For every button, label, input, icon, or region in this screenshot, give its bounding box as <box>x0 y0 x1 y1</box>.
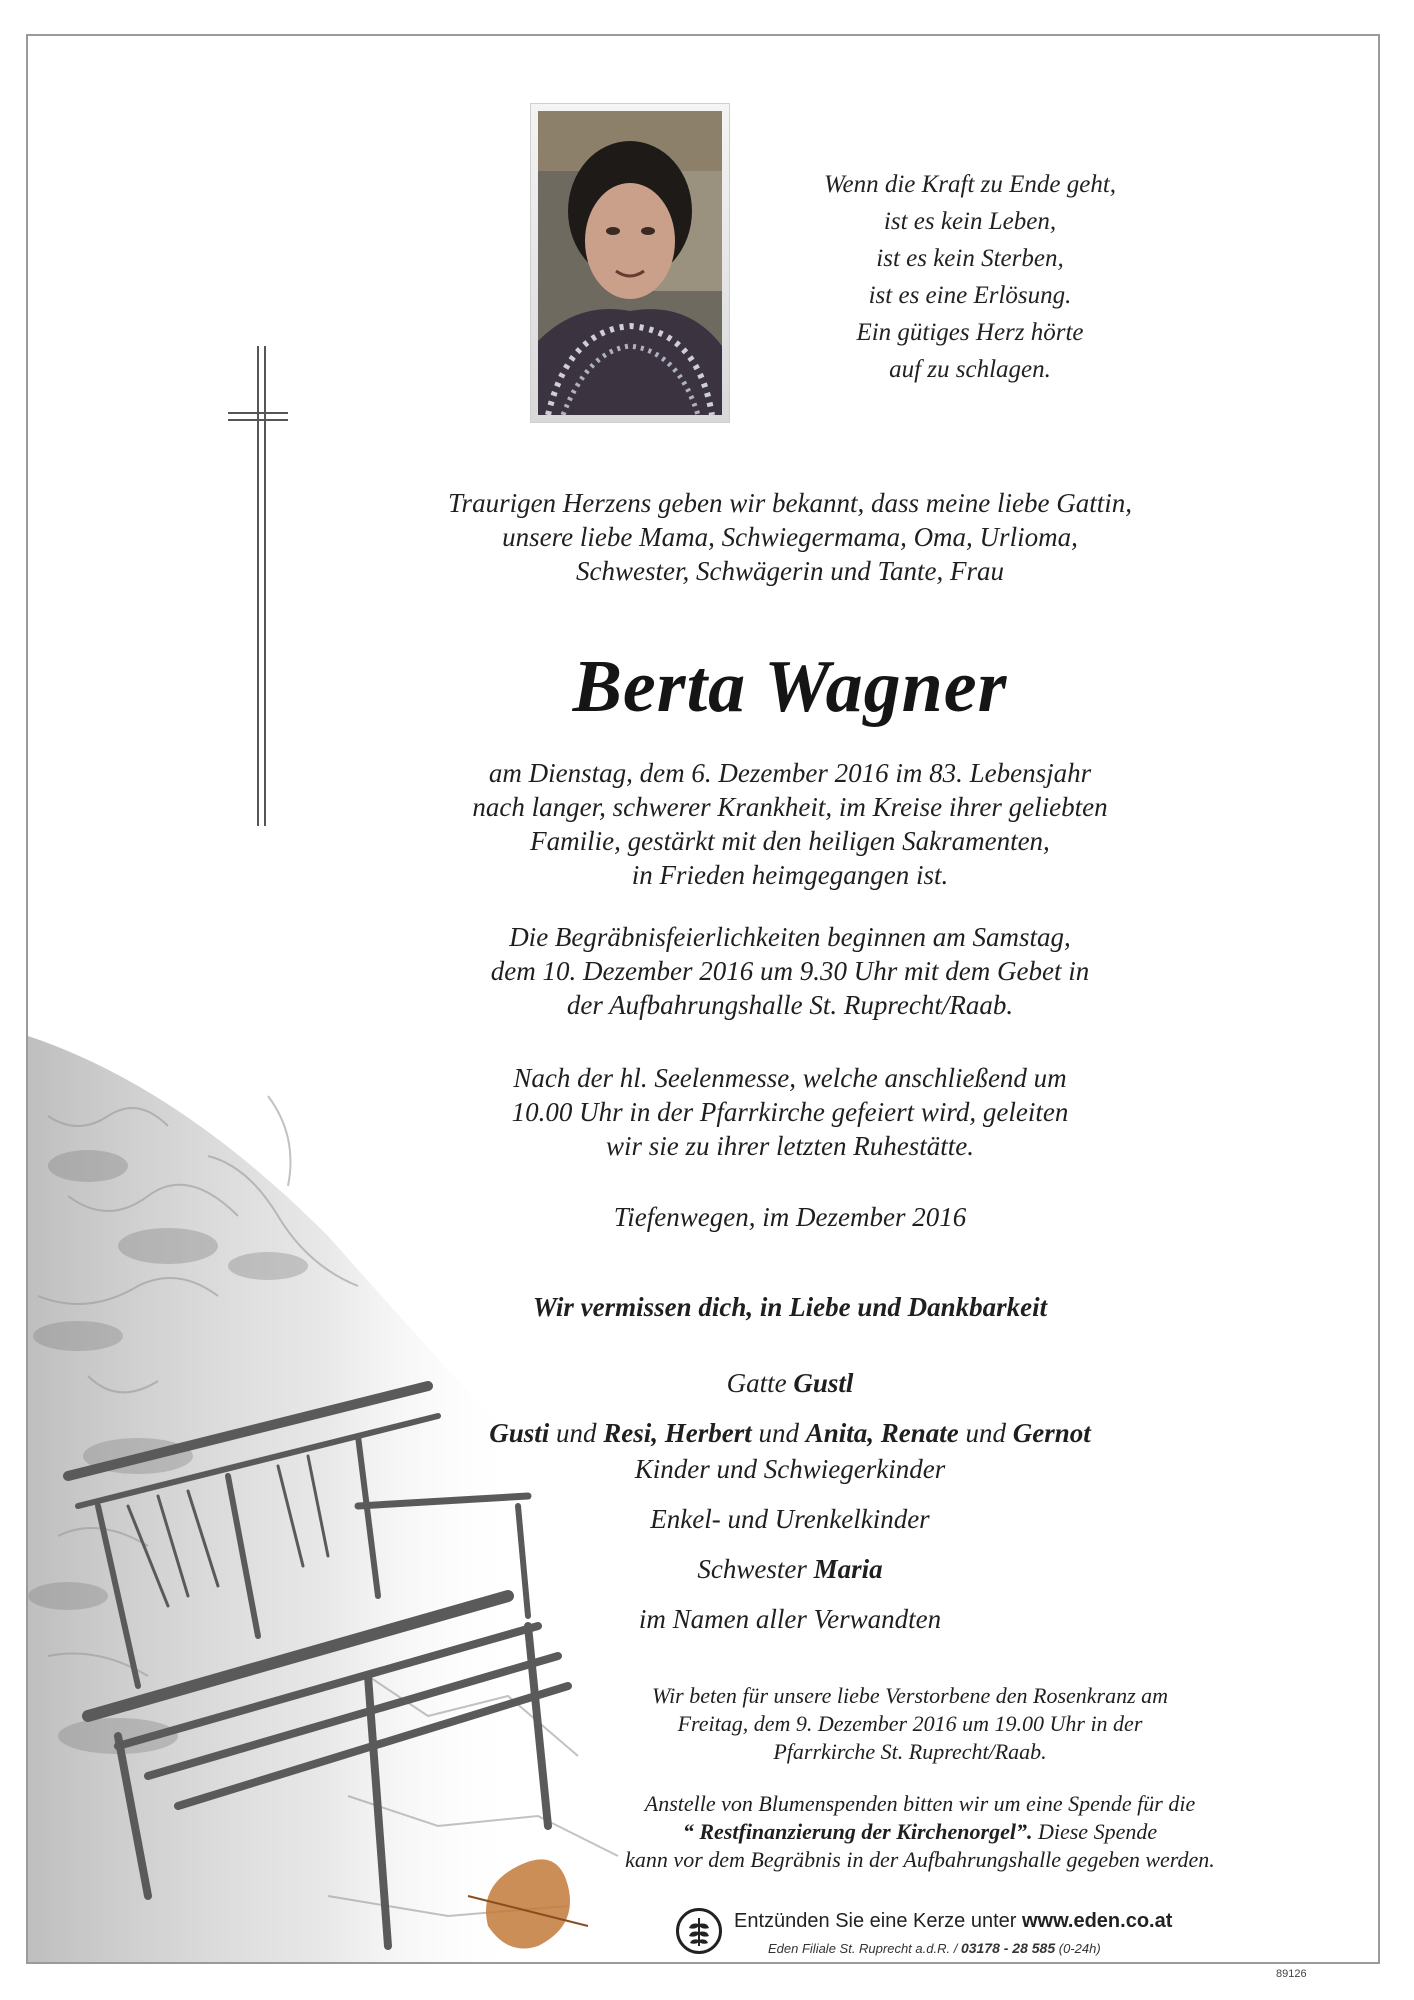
rosary-line: Wir beten für unsere liebe Verstorbene den Rosenkranz am <box>651 1683 1169 1708</box>
announcement-line: Schwester, Schwägerin und Tante, Frau <box>576 556 1004 586</box>
poem-line: ist es kein Leben, <box>883 208 1057 235</box>
donation-rest: Diese Spende <box>1032 1819 1158 1844</box>
announcement-line: Traurigen Herzens geben wir bekannt, dass meine liebe Gattin, <box>448 488 1132 518</box>
poem-line: auf zu schlagen. <box>889 356 1051 383</box>
relatives-line: im Namen aller Verwandten <box>638 1604 942 1634</box>
donation-line-2 <box>560 1818 1280 1846</box>
child-name: Gernot <box>1012 1418 1091 1448</box>
death-line: in Frieden heimgegangen ist. <box>631 860 949 890</box>
miss-line <box>400 1290 1180 1324</box>
death-line: am Dienstag, dem 6. Dezember 2016 im 83. Lebensjahr <box>488 758 1092 788</box>
poem-line: Wenn die Kraft zu Ende geht, <box>823 171 1117 198</box>
grandchildren-line: Enkel- und Urenkelkinder <box>650 1504 930 1534</box>
children-label: Kinder und Schwiegerkinder <box>634 1454 946 1484</box>
eden-url-link[interactable]: www.eden.co.at <box>1021 1910 1173 1932</box>
branch-line <box>768 1940 1101 1956</box>
death-line: Familie, gestärkt mit den heiligen Sakramenten, <box>530 826 1050 856</box>
place-date-text: Tiefenwegen, im Dezember 2016 <box>613 1202 967 1232</box>
funeral-line: der Aufbahrungshalle St. Ruprecht/Raab. <box>566 990 1014 1020</box>
child-name: Herbert <box>664 1418 752 1448</box>
donation-notice <box>560 1790 1280 1874</box>
poem-line: ist es kein Sterben, <box>876 245 1064 272</box>
family-list <box>400 1358 1180 1644</box>
sister-role: Schwester <box>697 1554 807 1584</box>
husband-line <box>400 1358 1180 1408</box>
branch-hours: (0-24h) <box>1055 1941 1101 1956</box>
poem <box>820 166 1120 388</box>
child-name: Resi, <box>603 1418 658 1448</box>
miss-line-text: Wir vermissen dich, in Liebe und Dankbarkeit <box>532 1292 1048 1322</box>
death-text <box>400 756 1180 892</box>
mass-text <box>400 1061 1180 1163</box>
deceased-name: Berta Wagner <box>572 646 1008 728</box>
candle-text: Entzünden Sie eine Kerze unter <box>734 1910 1022 1932</box>
rosary-notice <box>560 1682 1260 1766</box>
husband-role: Gatte <box>726 1368 787 1398</box>
child-name: Gusti <box>489 1418 550 1448</box>
candle-line <box>734 1910 1172 1933</box>
sister-name: Maria <box>813 1554 883 1584</box>
announcement-line: unsere liebe Mama, Schwiegermama, Oma, Urlioma, <box>502 522 1078 552</box>
donation-line: Anstelle von Blumenspenden bitten wir um eine Spende für die <box>644 1791 1196 1816</box>
print-code: 89126 <box>1276 1968 1307 1980</box>
mass-line: 10.00 Uhr in der Pfarrkirche gefeiert wird, geleiten <box>511 1097 1069 1127</box>
portrait-photo <box>530 103 730 423</box>
donation-line: kann vor dem Begräbnis in der Aufbahrungshalle gegeben werden. <box>625 1847 1215 1872</box>
mass-line: wir sie zu ihrer letzten Ruhestätte. <box>606 1131 974 1161</box>
announcement-text <box>400 486 1180 588</box>
funeral-line: Die Begräbnisfeierlichkeiten beginnen am Samstag, <box>509 922 1071 952</box>
cross-icon <box>28 36 288 836</box>
poem-line: ist es eine Erlösung. <box>868 282 1072 309</box>
mass-line: Nach der hl. Seelenmesse, welche anschließend um <box>513 1063 1067 1093</box>
donation-cause: “ Restfinanzierung der Kirchenorgel”. <box>682 1819 1033 1844</box>
child-name: Renate <box>880 1418 959 1448</box>
child-sep: und <box>751 1418 806 1448</box>
funeral-line: dem 10. Dezember 2016 um 9.30 Uhr mit dem Gebet in <box>490 956 1090 986</box>
eden-footer <box>676 1908 1173 1968</box>
place-date <box>400 1200 1180 1234</box>
branch-text: Eden Filiale St. Ruprecht a.d.R. / <box>768 1941 961 1956</box>
sister-line <box>400 1544 1180 1594</box>
death-line: nach langer, schwerer Krankheit, im Kreise ihrer geliebten <box>472 792 1108 822</box>
child-name: Anita, <box>805 1418 875 1448</box>
eden-logo-icon <box>676 1908 722 1954</box>
poem-line: Ein gütiges Herz hörte <box>856 319 1084 346</box>
husband-name: Gustl <box>793 1368 854 1398</box>
rosary-line: Freitag, dem 9. Dezember 2016 um 19.00 Uhr in der <box>677 1711 1143 1736</box>
funeral-text <box>400 920 1180 1022</box>
child-sep: und <box>958 1418 1013 1448</box>
child-sep: und <box>549 1418 604 1448</box>
rosary-line: Pfarrkirche St. Ruprecht/Raab. <box>773 1739 1047 1764</box>
branch-phone: 03178 - 28 585 <box>960 1940 1056 1956</box>
